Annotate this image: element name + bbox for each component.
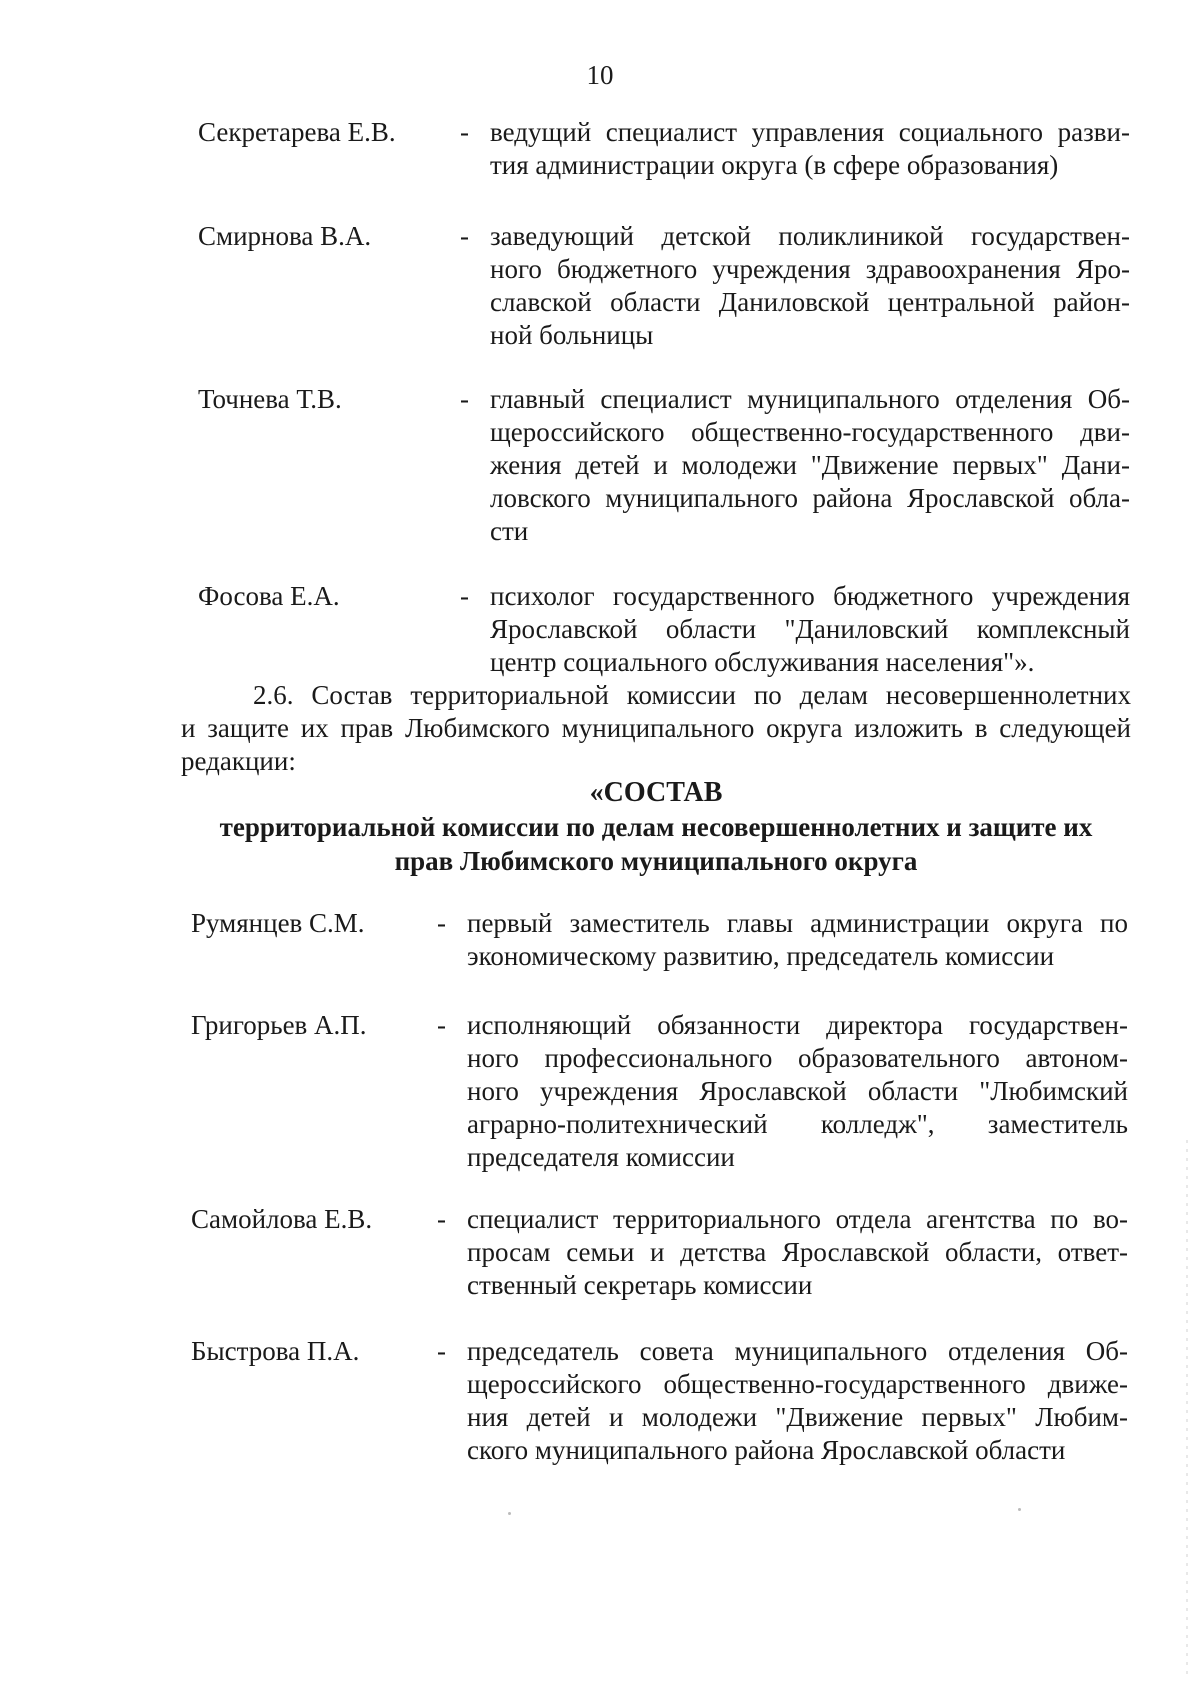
description-line: ного профессионального образовательного автоном- [467, 1043, 1128, 1073]
description-line: центр социального обслуживания населения"». [490, 647, 1035, 677]
member-name: Румянцев С.М. [191, 908, 365, 938]
member-name: Фосова Е.А. [198, 581, 340, 611]
description-line: психолог государственного бюджетного учреждения [490, 581, 1130, 611]
description-line: ведущий специалист управления социального разви- [490, 117, 1130, 147]
member-description [490, 116, 1130, 182]
member-description [490, 383, 1130, 548]
description-line: просам семьи и детства Ярославской области, ответ- [467, 1237, 1128, 1267]
member-name: Григорьев А.П. [191, 1010, 367, 1040]
description-line: ного бюджетного учреждения здравоохранения Яро- [490, 254, 1130, 284]
dash: - [437, 1336, 446, 1366]
member-name: Смирнова В.А. [198, 221, 372, 251]
heading-title: «СОСТАВ [589, 777, 723, 808]
paragraph-line: и защите их прав Любимского муниципального округа изложить в следующей [181, 713, 1131, 743]
description-line: первый заместитель главы администрации округа по [467, 908, 1128, 938]
member-description [490, 580, 1130, 679]
description-line: ния детей и молодежи "Движение первых" Любим- [467, 1402, 1128, 1432]
description-line: жения детей и молодежи "Движение первых" Дани- [490, 450, 1130, 480]
description-line: аграрно-политехнический колледж", заместитель [467, 1109, 1128, 1139]
member-name: Быстрова П.А. [191, 1336, 360, 1366]
dash: - [460, 117, 469, 147]
description-line: специалист территориального отдела агентства по во- [467, 1204, 1128, 1234]
description-line: председатель совета муниципального отделения Об- [467, 1336, 1128, 1366]
member-name: Секретарева Е.В. [198, 117, 396, 147]
heading-line: территориальной комиссии по делам несовершеннолетних и защите их [219, 812, 1093, 842]
amendment-paragraph [181, 679, 1131, 778]
description-line: исполняющий обязанности директора государствен- [467, 1010, 1128, 1040]
dash: - [460, 384, 469, 414]
description-line: председателя комиссии [467, 1142, 735, 1172]
description-line: тия администрации округа (в сфере образования) [490, 150, 1059, 180]
description-line: щероссийского общественно-государственного движе- [467, 1369, 1128, 1399]
dash: - [437, 908, 446, 938]
member-description [467, 1335, 1128, 1467]
description-line: заведующий детской поликлиникой государствен- [490, 221, 1130, 251]
member-description [467, 1009, 1128, 1174]
member-description [467, 907, 1128, 973]
dash: - [437, 1204, 446, 1234]
description-line: ловского муниципального района Ярославской обла- [490, 483, 1130, 513]
member-description [490, 220, 1130, 352]
description-line: ной больницы [490, 320, 654, 350]
description-line: славской области Даниловской центральной район- [490, 287, 1130, 317]
paragraph-line: редакции: [181, 746, 296, 776]
member-description [467, 1203, 1128, 1302]
description-line: сти [490, 516, 529, 546]
description-line: ного учреждения Ярославской области "Любимский [467, 1076, 1128, 1106]
description-line: экономическому развитию, председатель комиссии [467, 941, 1055, 971]
description-line: Ярославской области "Даниловский комплексный [490, 614, 1130, 644]
paragraph-line: 2.6. Состав территориальной комиссии по делам несовершеннолетних [253, 680, 1131, 710]
scan-artifact [1186, 1140, 1188, 1680]
dash: - [437, 1010, 446, 1040]
dash: - [460, 581, 469, 611]
heading-line: прав Любимского муниципального округа [394, 846, 918, 876]
description-line: главный специалист муниципального отделения Об- [490, 384, 1130, 414]
scan-speck [508, 1512, 511, 1515]
member-name: Точнева Т.В. [198, 384, 342, 414]
description-line: ского муниципального района Ярославской области [467, 1435, 1066, 1465]
description-line: ственный секретарь комиссии [467, 1270, 813, 1300]
member-name: Самойлова Е.В. [191, 1204, 373, 1234]
composition-heading [181, 776, 1131, 878]
page-number: 10 [586, 60, 614, 90]
scan-speck [1018, 1508, 1021, 1511]
description-line: щероссийского общественно-государственного дви- [490, 417, 1130, 447]
dash: - [460, 221, 469, 251]
